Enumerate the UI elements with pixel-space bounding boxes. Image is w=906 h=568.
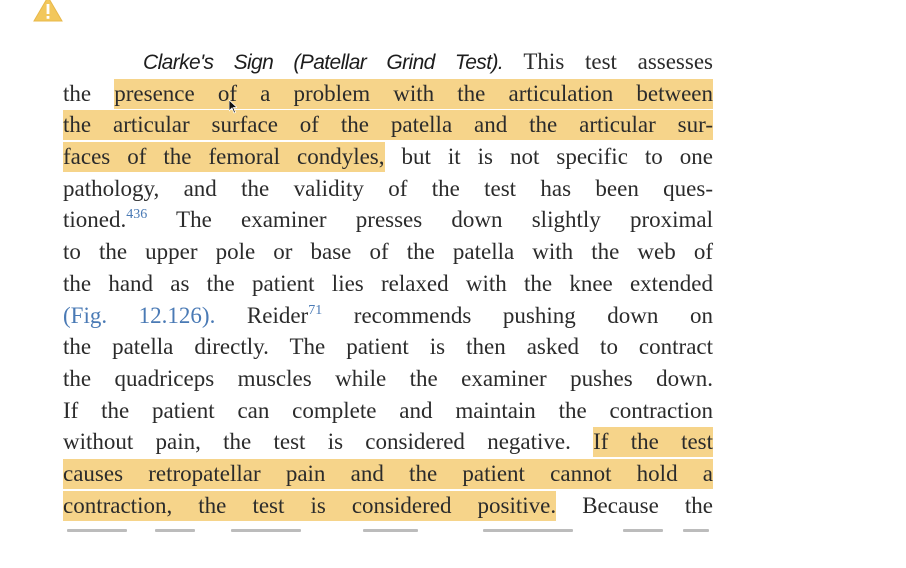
text-line: without pain, the test is considered negative. If the test — [63, 426, 713, 458]
text-line: the presence of a problem with the articulation between — [63, 78, 713, 110]
text-line: the quadriceps muscles while the examiner pushes down. — [63, 365, 713, 391]
highlighted-text: causes retropatellar pain and the patient cannot hold a — [63, 459, 713, 489]
text-line: the patella directly. The patient is then asked to contract — [63, 334, 713, 360]
text-line: the hand as the patient lies relaxed with the knee extended — [63, 270, 713, 296]
citation-link[interactable]: 436 — [126, 207, 148, 223]
text-line: faces of the femoral condyles, but it is not specific to one — [63, 141, 713, 173]
section-title: Clarke's Sign (Patellar Grind Test). — [143, 51, 504, 74]
highlighted-text: If the test — [593, 427, 713, 457]
paragraph-text — [63, 46, 713, 521]
figure-link[interactable]: (Fig. 12.126). — [63, 302, 216, 328]
text-line: pathology, and the validity of the test has been ques- — [63, 175, 713, 201]
text-line: (Fig. 12.126). Reider$^{71}$ recommends pushing down on — [63, 302, 713, 328]
text-line — [63, 458, 713, 490]
cropped-next-line — [63, 529, 713, 541]
warning-triangle-icon — [33, 0, 63, 22]
highlighted-text: the articular surface of the patella and the articular sur- — [63, 110, 713, 140]
text-line: contraction, the test is considered positive. Because the — [63, 490, 713, 522]
text-line: tioned.$^{436}$ The examiner presses down slightly proximal — [63, 207, 713, 233]
text-line: to the upper pole or base of the patella with the web of — [63, 239, 713, 265]
citation-link[interactable]: 71 — [308, 302, 323, 318]
highlighted-text: faces of the femoral condyles, — [63, 142, 385, 172]
highlighted-text: contraction, the test is considered positive. — [63, 491, 556, 521]
mouse-cursor-icon — [229, 100, 237, 114]
text-line: If the patient can complete and maintain the contraction — [63, 397, 713, 423]
text-line — [63, 109, 713, 141]
text-line: Clarke's Sign (Patellar Grind Test). This test assesses — [143, 49, 713, 74]
highlighted-text: presence of a problem with the articulation between — [114, 79, 713, 109]
